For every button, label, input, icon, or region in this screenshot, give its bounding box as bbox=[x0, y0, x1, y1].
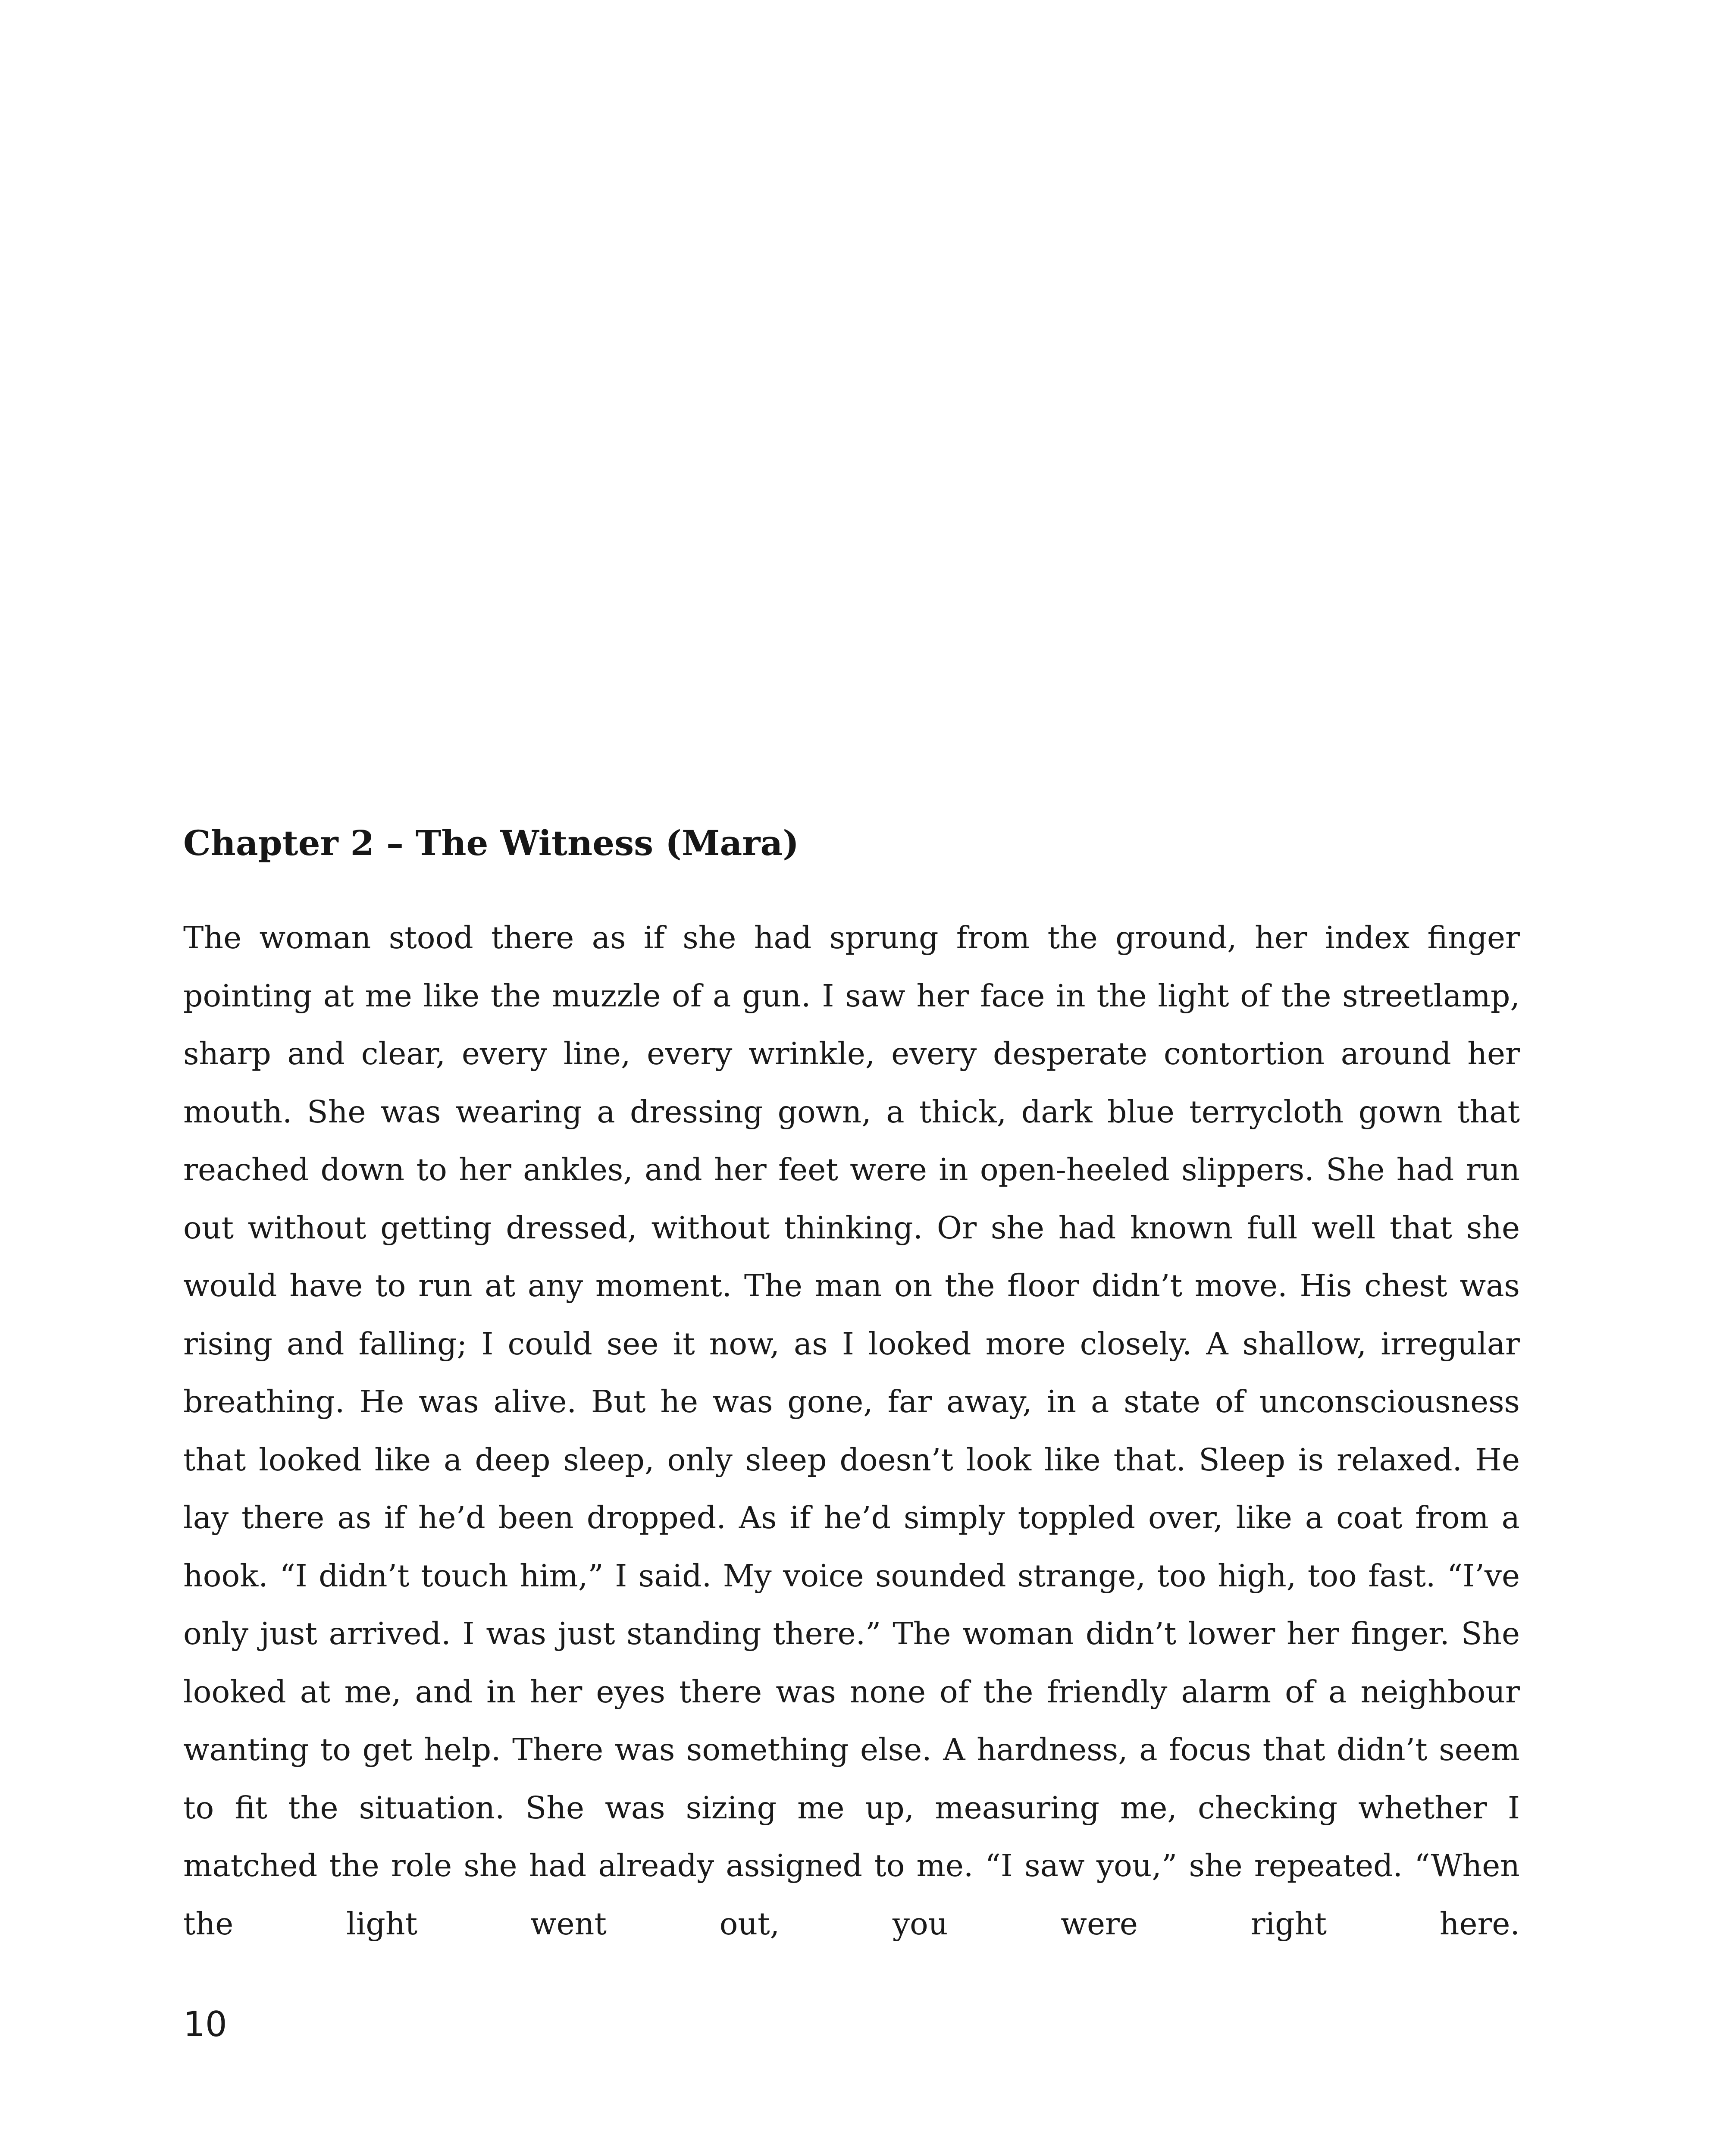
body-paragraph: The woman stood there as if she had sprung from the ground, her index finger pointing at me like the muzzle of a gun. I saw her face in the light of the streetlamp, sharp and clear, every line, every wrinkle, every desperate contortion around her mouth. She was wearing a dressing gown, a thick, dark blue terrycloth gown that reached down to her ankles, and her feet were in open-heeled slippers. She had run out without getting dressed, without thinking. Or she had known full well that she would have to run at any moment. The man on the floor didn’t move. His chest was rising and falling; I could see it now, as I looked more closely. A shallow, irregular breathing. He was alive. But he was gone, far away, in a state of unconsciousness that looked like a deep sleep, only sleep doesn’t look like that. Sleep is relaxed. He lay there as if he’d been dropped. As if he’d simply toppled over, like a coat from a hook. “I didn’t touch him,” I said. My voice sounded strange, too high, too fast. “I’ve only just arrived. I was just standing there.” The woman didn’t lower her finger. She looked at me, and in her eyes there was none of the friendly alarm of a neighbour wanting to get help. There was something else. A hardness, a focus that didn’t seem to fit the situation. She was sizing me up, measuring me, checking whether I matched the role she had already assigned to me. “I saw you,” she repeated. “When the light went out, you were right here. bbox=[183, 920, 1520, 1942]
chapter-title: Chapter 2 – The Witness (Mara) bbox=[183, 823, 799, 863]
page-number: 10 bbox=[183, 2004, 227, 2044]
